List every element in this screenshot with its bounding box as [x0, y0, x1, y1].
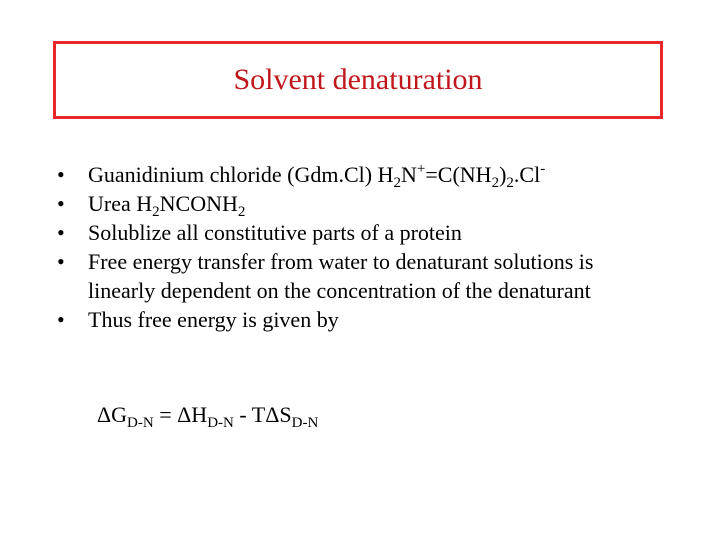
- bullet-marker: •: [57, 220, 65, 245]
- subscript: D-N: [207, 415, 234, 431]
- subscript: D-N: [291, 415, 319, 431]
- subscript: 2: [393, 175, 402, 191]
- bullet-free-energy-transfer: [0, 247, 648, 305]
- bullet-marker: •: [57, 191, 65, 216]
- subscript: 2: [237, 204, 246, 220]
- bullet-urea: [0, 189, 648, 218]
- equation-minus: -: [233, 402, 252, 427]
- slide-title: Solvent denaturation: [233, 63, 483, 96]
- bullet-thus: [0, 305, 648, 334]
- bullet-marker: •: [57, 307, 65, 332]
- bullet-text: N: [401, 162, 417, 187]
- bullet-guanidinium: [0, 160, 648, 189]
- equation-term-g: ΔG: [97, 402, 128, 427]
- subscript: D-N: [127, 415, 154, 431]
- bullet-text: ): [499, 162, 507, 187]
- bullet-list: [0, 160, 720, 334]
- bullet-text: NCONH: [159, 191, 238, 216]
- gibbs-equation: [97, 402, 319, 431]
- title-frame: [53, 41, 663, 119]
- bullet-marker: •: [57, 249, 65, 274]
- bullet-marker: •: [57, 162, 65, 187]
- bullet-text: Solublize all constitutive parts of a protein: [88, 220, 462, 245]
- subscript: 2: [491, 175, 500, 191]
- bullet-solublize: [0, 218, 648, 247]
- bullet-text: Thus free energy is given by: [88, 307, 339, 332]
- superscript: +: [416, 161, 426, 177]
- bullet-text: Free energy transfer from water to denaturant solutions is linearly dependent on the concentration of the denaturant: [88, 249, 594, 303]
- equation-term-ts: TΔS: [251, 402, 292, 427]
- subscript: 2: [506, 175, 514, 191]
- bullet-text: .Cl: [513, 162, 541, 187]
- bullet-text: =C(NH: [425, 162, 492, 187]
- bullet-text: Urea H: [88, 191, 153, 216]
- equation-equals: =: [153, 402, 178, 427]
- bullet-text: Guanidinium chloride (Gdm.Cl) H: [88, 162, 394, 187]
- equation-term-h: ΔH: [177, 402, 208, 427]
- superscript: -: [540, 161, 546, 177]
- subscript: 2: [152, 204, 160, 220]
